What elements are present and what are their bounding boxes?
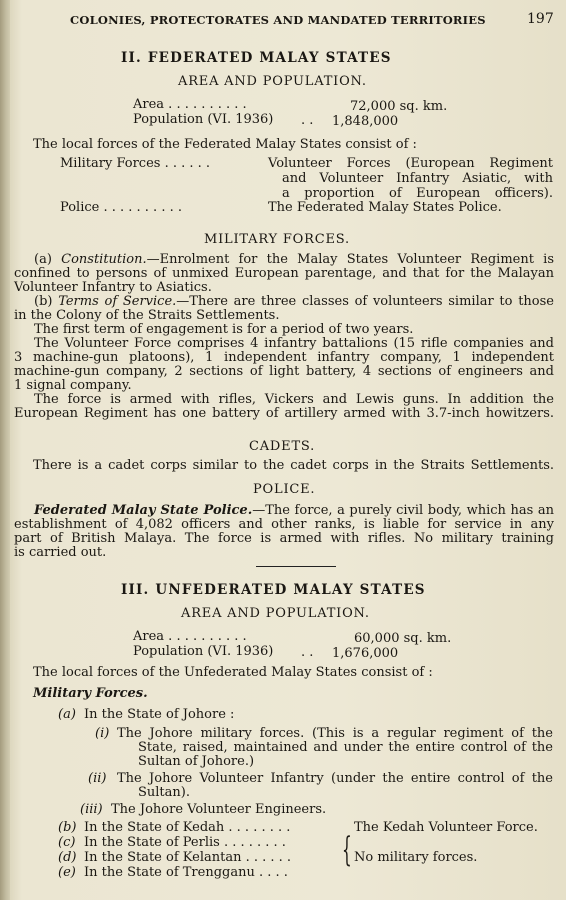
fms-population-dots: . .	[301, 113, 314, 128]
cadets-heading: CADETS.	[249, 439, 316, 454]
ums-area-heading: AREA AND POPULATION.	[181, 606, 370, 621]
fms-area-heading: AREA AND POPULATION.	[178, 74, 367, 89]
para-volunteer-line4: 1 signal company.	[14, 378, 132, 393]
item-a-text: In the State of Johore :	[84, 707, 235, 722]
para-constitution-line3: Volunteer Infantry to Asiatics.	[14, 280, 212, 295]
para-volunteer-line3: machine-gun company, 2 sections of light battery, 4 sections of engineers and	[14, 364, 554, 379]
item-ii-line1: The Johore Volunteer Infantry (under the entire control of the	[117, 771, 553, 786]
fms-military-value-line1: Volunteer Forces (European Regiment	[268, 156, 553, 171]
para-first-term: The first term of engagement is for a period of two years.	[34, 322, 414, 337]
police-para-line4: is carried out.	[14, 545, 107, 560]
ums-population-value: 1,676,000	[332, 646, 399, 661]
para-constitution-line2: confined to persons of unmixed European parentage, and that for the Malayan	[14, 266, 554, 281]
fms-population-label: Population (VI. 1936)	[133, 112, 274, 127]
item-b-value: The Kedah Volunteer Force.	[354, 820, 538, 835]
para-terms-line2: in the Colony of the Straits Settlements.	[14, 308, 280, 323]
running-header: COLONIES, PROTECTORATES AND MANDATED TERRITORIES	[70, 13, 486, 27]
fms-police-value: The Federated Malay States Police.	[268, 200, 502, 215]
para-volunteer-line2: 3 machine-gun platoons), 1 independent infantry company, 1 independent	[14, 350, 554, 365]
military-forces-heading: MILITARY FORCES.	[204, 232, 350, 247]
para-volunteer-line1: The Volunteer Force comprises 4 infantry battalions (15 rifle companies and	[34, 336, 554, 351]
fms-military-value-line2: and Volunteer Infantry Asiatic, with	[282, 171, 553, 186]
fms-forces-intro: The local forces of the Federated Malay States consist of :	[33, 137, 417, 152]
item-b-label: (b)	[58, 820, 77, 835]
para-terms-line1: (b) Terms of Service.—There are three classes of volunteers similar to those	[34, 294, 554, 309]
item-e-text: In the State of Trengganu . . . .	[84, 865, 288, 880]
ums-population-label: Population (VI. 1936)	[133, 644, 274, 659]
item-i-line2: State, raised, maintained and under the entire control of the	[138, 740, 553, 755]
fms-police-label: Police . . . . . . . . . .	[60, 200, 182, 215]
fms-military-value-line3: a proportion of European officers).	[282, 186, 553, 201]
fms-military-label: Military Forces . . . . . .	[60, 156, 211, 171]
ums-population-dots: . .	[301, 645, 314, 660]
item-d-label: (d)	[58, 850, 77, 865]
items-cde-value: No military forces.	[354, 850, 478, 865]
police-heading: POLICE.	[253, 482, 316, 497]
fms-area-label: Area . . . . . . . . . .	[133, 97, 247, 112]
item-i-line1: The Johore military forces. (This is a regular regiment of the	[117, 726, 553, 741]
item-b-text: In the State of Kedah . . . . . . . .	[84, 820, 291, 835]
ums-military-heading: Military Forces.	[33, 686, 148, 701]
para-armament-line2: European Regiment has one battery of artillery armed with 3.7-inch howitzers.	[14, 406, 554, 421]
section-title-fms: II. FEDERATED MALAY STATES	[121, 50, 392, 66]
item-c-label: (c)	[58, 835, 76, 850]
item-e-label: (e)	[58, 865, 76, 880]
item-iii-text: The Johore Volunteer Engineers.	[111, 802, 327, 817]
para-armament-line1: The force is armed with rifles, Vickers and Lewis guns. In addition the	[34, 392, 554, 407]
item-i-label: (i)	[95, 726, 110, 741]
police-para-line2: establishment of 4,082 officers and other ranks, is liable for service in any	[14, 517, 554, 532]
page-number: 197	[527, 11, 554, 27]
item-ii-line2: Sultan).	[138, 785, 190, 800]
fms-population-value: 1,848,000	[332, 114, 399, 129]
police-para-line1: Federated Malay State Police.—The force, a purely civil body, which has an	[34, 503, 555, 518]
grouping-brace: {	[342, 830, 352, 870]
item-iii-label: (iii)	[80, 802, 103, 817]
page-edge-shadow	[0, 0, 10, 900]
item-c-text: In the State of Perlis . . . . . . . .	[84, 835, 286, 850]
section-divider	[256, 566, 336, 567]
ums-area-value: 60,000 sq. km.	[354, 631, 452, 646]
ums-forces-intro: The local forces of the Unfederated Malay States consist of :	[33, 665, 433, 680]
cadets-text: There is a cadet corps similar to the cadet corps in the Straits Settlements.	[33, 458, 554, 473]
ums-area-label: Area . . . . . . . . . .	[133, 629, 247, 644]
item-a-label: (a)	[58, 707, 76, 722]
item-ii-label: (ii)	[88, 771, 107, 786]
section-title-ums: III. UNFEDERATED MALAY STATES	[121, 582, 426, 598]
police-para-line3: part of British Malaya. The force is armed with rifles. No military training	[14, 531, 554, 546]
para-constitution-line1: (a) Constitution.—Enrolment for the Malay States Volunteer Regiment is	[34, 252, 554, 267]
item-d-text: In the State of Kelantan . . . . . .	[84, 850, 292, 865]
fms-area-value: 72,000 sq. km.	[350, 99, 448, 114]
item-i-line3: Sultan of Johore.)	[138, 754, 255, 769]
